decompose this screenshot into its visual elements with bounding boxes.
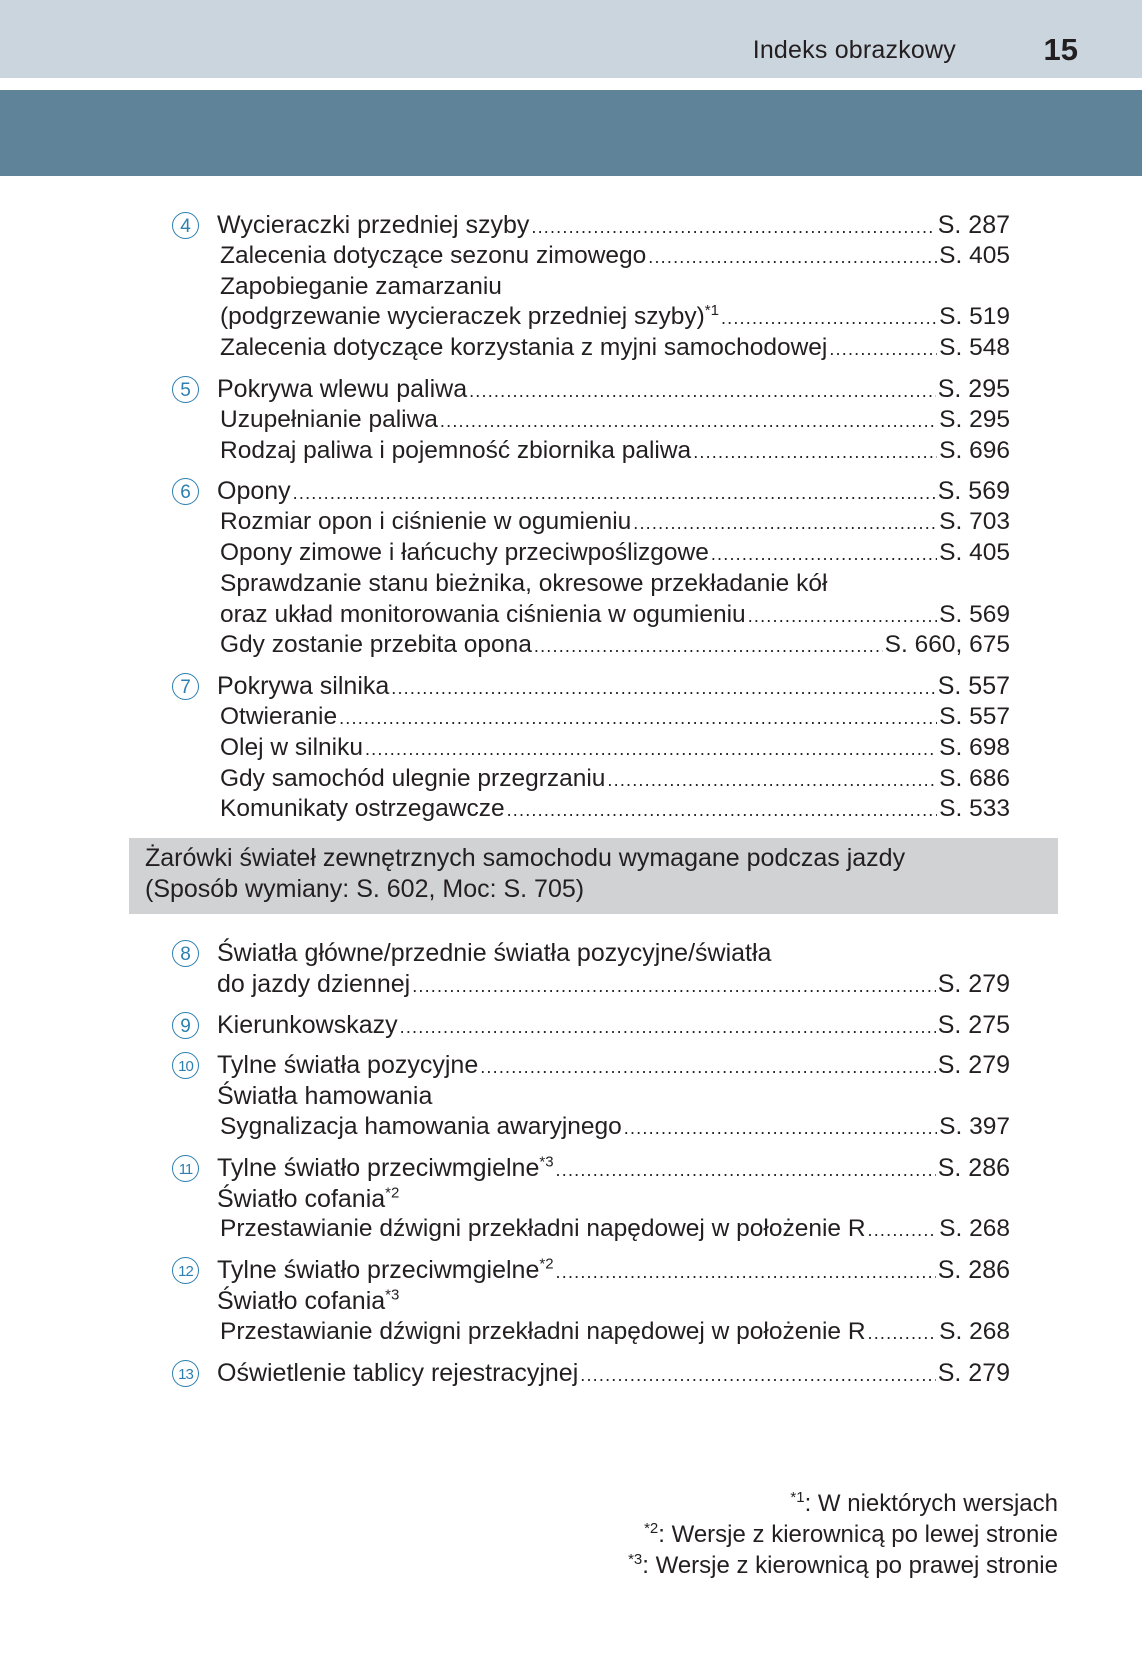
entry-title: Wycieraczki przedniej szyby [217,211,530,239]
page-ref[interactable]: S. 279 [937,969,1010,998]
leader-dots [507,795,938,826]
entry-sub-row[interactable] [172,1214,1010,1245]
header-band [0,0,1142,78]
entry-main-row[interactable] [172,374,1010,405]
footnote-text: : Wersje z kierownicą po lewej stronie [658,1521,1058,1548]
entry-title: Pokrywa silnika [217,672,390,701]
header-blue-band [0,90,1142,176]
sub-label: oraz układ monitorowania ciśnienia w ogumieniu [220,600,746,628]
sub-label: Gdy samochód ulegnie przegrzaniu [220,764,606,792]
index-group-2 [172,938,1010,1388]
leader-dots [556,1155,936,1186]
sub-label: Przestawianie dźwigni przekładni napędowej w położenie R [220,1317,866,1345]
page-ref[interactable]: S. 405 [939,538,1010,566]
circled-number-icon: 12 [172,1257,199,1284]
sub-label: Uzupełnianie paliwa [220,405,438,433]
footnote-mark: *1 [704,302,719,320]
sub-label: Zapobieganie zamarzaniu [220,272,502,300]
leader-dots [648,242,937,273]
page-ref[interactable]: S. 286 [937,1256,1010,1285]
header-title: Indeks obrazkowy [752,36,956,64]
entry-main-row [172,938,1010,969]
footnote-mark: *3 [628,1551,643,1568]
page-number: 15 [1043,32,1078,67]
entry-title-line1: Światła główne/przednie światła pozycyjne/światła [217,939,772,967]
entry-sub-row[interactable] [172,302,1010,333]
page-ref[interactable]: S. 397 [939,1112,1010,1140]
page-ref[interactable]: S. 569 [937,477,1010,506]
section-header-box [129,838,1058,914]
page-ref[interactable]: S. 279 [937,1051,1010,1080]
sub-label: Otwieranie [220,702,338,730]
entry-main-row[interactable] [172,969,1010,1000]
index-entry-10 [172,1050,1010,1142]
sub-label: Sygnalizacja hamowania awaryjnego [220,1112,622,1140]
page-ref[interactable]: S. 533 [939,795,1010,823]
footnote-mark: *3 [539,1153,554,1171]
entry-title: Oświetlenie tablicy rejestracyjnej [217,1358,579,1387]
sub-label: Sprawdzanie stanu bieżnika, okresowe przekładanie kół [220,569,828,597]
index-entry-11 [172,1153,1010,1245]
leader-dots [469,376,936,407]
leader-dots [339,703,937,734]
entry-title-extra-text: Światło cofania [217,1184,386,1213]
entry-title: do jazdy dziennej [217,969,411,998]
entry-sub-row[interactable] [172,507,1010,538]
sub-label: Gdy zostanie przebita opona [220,631,532,659]
entry-sub-row[interactable] [172,764,1010,795]
index-entry-4 [172,210,1010,364]
page-ref[interactable]: S. 569 [939,600,1010,628]
entry-sub-row[interactable] [172,702,1010,733]
sub-label: Zalecenia dotyczące korzystania z myjni samochodowej [220,334,828,362]
entry-main-row[interactable] [172,671,1010,702]
sub-label [220,302,719,333]
entry-title: Tylne światła pozycyjne [217,1051,479,1080]
page-ref[interactable]: S. 557 [937,672,1010,701]
section-subtitle: (Sposób wymiany: S. 602, Moc: S. 705) [145,875,585,903]
leader-dots [748,601,937,632]
leader-dots [534,631,883,662]
circled-number-icon: 8 [172,940,199,967]
circled-number-icon: 11 [172,1155,199,1182]
sub-label-text: (podgrzewanie wycieraczek przedniej szyby) [220,303,705,331]
page-ref[interactable]: S. 268 [939,1317,1010,1345]
page-ref[interactable]: S. 557 [939,702,1010,730]
page-ref[interactable]: S. 548 [939,334,1010,362]
sub-label: Rodzaj paliwa i pojemność zbiornika paliwa [220,436,692,464]
sub-label: Olej w silniku [220,733,363,761]
entry-main-row[interactable] [172,1010,1010,1041]
entry-sub-row[interactable] [172,733,1010,764]
leader-dots [400,1012,936,1043]
page-ref[interactable]: S. 279 [937,1358,1010,1387]
leader-dots [829,334,937,365]
entry-main-row[interactable] [172,1255,1010,1286]
footnote-mark: *2 [539,1255,554,1273]
leader-dots [693,437,937,468]
entry-main-row[interactable] [172,476,1010,507]
index-entry-9 [172,1010,1010,1041]
leader-dots [293,478,936,509]
entry-main-row[interactable] [172,1153,1010,1184]
entry-title: Opony [217,477,291,506]
circled-number-icon: 5 [172,376,199,403]
circled-number-icon: 13 [172,1360,199,1387]
leader-dots [480,1052,935,1083]
index-entry-6 [172,476,1010,661]
entry-sub-row[interactable] [172,538,1010,569]
index-entry-8 [172,938,1010,1000]
entry-title-extra [217,1286,399,1317]
footnote-3 [628,1550,1058,1581]
circled-number-icon: 10 [172,1052,199,1079]
entry-title-extra-text: Światło cofania [217,1286,386,1315]
leader-dots [440,406,937,437]
circled-number-icon: 7 [172,673,199,700]
page-ref[interactable]: S. 295 [939,405,1010,433]
page-ref[interactable]: S. 686 [939,764,1010,792]
page-ref[interactable]: S. 703 [939,508,1010,536]
leader-dots [721,303,937,334]
entry-sub-row[interactable] [172,630,1010,661]
page-ref[interactable]: S. 287 [937,211,1010,239]
leader-dots [633,508,937,539]
entry-title-text: Tylne światło przeciwmgielne [217,1153,540,1182]
sub-label: Komunikaty ostrzegawcze [220,795,505,823]
entry-sub-row[interactable] [172,1317,1010,1348]
page-ref[interactable]: S. 696 [939,436,1010,464]
page-ref[interactable]: S. 295 [937,374,1010,403]
circled-number-icon: 9 [172,1012,199,1039]
leader-dots [607,765,937,796]
footnotes [628,1488,1058,1581]
leader-dots [531,212,935,243]
footnote-mark: *2 [644,1520,659,1537]
footnote-mark: *1 [790,1489,805,1506]
page-ref[interactable]: S. 275 [937,1010,1010,1039]
entry-sub-row[interactable] [172,600,1010,631]
footnote-mark: *3 [385,1286,400,1304]
page-ref[interactable]: S. 698 [939,733,1010,761]
page-ref[interactable]: S. 268 [939,1215,1010,1243]
entry-main-row [172,1184,1010,1215]
index-entry-13 [172,1358,1010,1389]
index-entry-12 [172,1255,1010,1347]
entry-title-extra: Światła hamowania [217,1082,433,1111]
entry-main-row[interactable] [172,210,1010,241]
index-entry-5 [172,374,1010,466]
leader-dots [365,734,937,765]
entry-sub-row[interactable] [172,436,1010,467]
sub-label: Zalecenia dotyczące sezonu zimowego [220,241,647,269]
entry-title-extra [217,1184,399,1215]
page-ref[interactable]: S. 519 [939,303,1010,331]
index-group-1 [172,210,1010,825]
page-ref[interactable]: S. 405 [939,241,1010,269]
page-ref[interactable]: S. 286 [937,1153,1010,1182]
entry-sub-row [172,272,1010,303]
sub-label: Opony zimowe i łańcuchy przeciwpoślizgowe [220,538,709,566]
entry-title: Kierunkowskazy [217,1010,398,1039]
entry-sub-row[interactable] [172,333,1010,364]
entry-title-text: Tylne światło przeciwmgielne [217,1256,540,1285]
entry-main-row[interactable] [172,1358,1010,1389]
entry-sub-row[interactable] [172,1112,1010,1143]
footnote-1 [628,1488,1058,1519]
entry-title [217,1153,554,1184]
leader-dots [868,1318,938,1349]
entry-sub-row[interactable] [172,794,1010,825]
footnote-mark: *2 [385,1184,400,1202]
leader-dots [711,539,937,570]
footnote-2 [628,1519,1058,1550]
entry-main-row [172,1286,1010,1317]
entry-title [217,1255,554,1286]
leader-dots [412,971,936,1002]
entry-title: Pokrywa wlewu paliwa [217,374,468,403]
circled-number-icon: 6 [172,478,199,505]
entry-main-row [172,1081,1010,1112]
sub-label: Przestawianie dźwigni przekładni napędowej w położenie R [220,1215,866,1243]
section-title: Żarówki świateł zewnętrznych samochodu wymagane podczas jazdy [145,844,906,872]
leader-dots [556,1257,936,1288]
index-entry-7 [172,671,1010,825]
entry-sub-row[interactable] [172,405,1010,436]
circled-number-icon: 4 [172,212,199,239]
entry-main-row[interactable] [172,1050,1010,1081]
entry-sub-row[interactable] [172,241,1010,272]
leader-dots [391,673,935,704]
leader-dots [868,1215,938,1246]
leader-dots [624,1113,937,1144]
sub-label: Rozmiar opon i ciśnienie w ogumieniu [220,508,632,536]
footnote-text: : W niektórych wersjach [804,1490,1058,1517]
footnote-text: : Wersje z kierownicą po prawej stronie [642,1552,1058,1579]
leader-dots [580,1360,935,1391]
entry-sub-row [172,569,1010,600]
page-ref[interactable]: S. 660, 675 [884,631,1010,659]
